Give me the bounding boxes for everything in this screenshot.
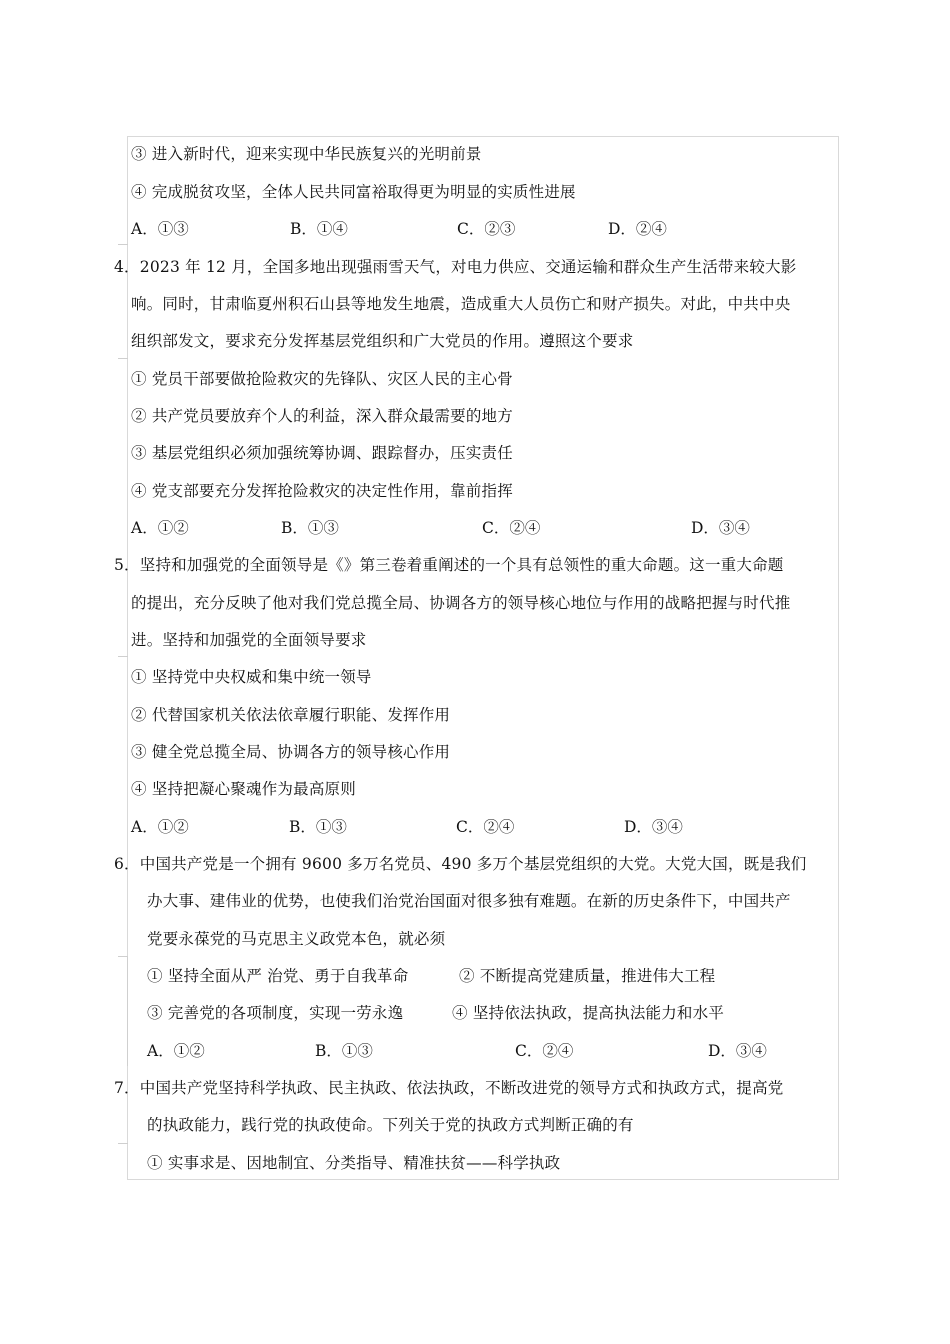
q3-option-c: C．②③ (457, 220, 516, 238)
margin-tick (118, 358, 128, 359)
q6-item-1: ① 坚持全面从严 治党、勇于自我革命 (147, 967, 409, 985)
q4-stem-3: 组织部发文，要求充分发挥基层党组织和广大党员的作用。遵照这个要求 (131, 332, 634, 350)
q6-option-d: D．③④ (708, 1042, 767, 1060)
q6-stem-1: 6．中国共产党是一个拥有 9600 多万名党员、490 多万个基层党组织的大党。大党大国，既是我们 (114, 855, 807, 873)
q6-item-4: ④ 坚持依法执政，提高执法能力和水平 (452, 1004, 725, 1022)
q6-item-3: ③ 完善党的各项制度，实现一劳永逸 (147, 1004, 404, 1022)
q6-item-2: ② 不断提高党建质量，推进伟大工程 (459, 967, 716, 985)
q4-stem-2: 响。同时，甘肃临夏州积石山县等地发生地震，造成重大人员伤亡和财产损失。对此，中共中央 (131, 295, 791, 313)
q5-option-d: D．③④ (624, 818, 683, 836)
q5-item-2: ② 代替国家机关依法依章履行职能、发挥作用 (131, 706, 451, 724)
q5-option-c: C．②④ (456, 818, 515, 836)
q5-item-3: ③ 健全党总揽全局、协调各方的领导核心作用 (131, 743, 451, 761)
q5-stem-2: 的提出，充分反映了他对我们党总揽全局、协调各方的领导核心地位与作用的战略把握与时代推 (131, 594, 791, 612)
q4-item-3: ③ 基层党组织必须加强统筹协调、跟踪督办，压实责任 (131, 444, 513, 462)
q7-stem-2: 的执政能力，践行党的执政使命。下列关于党的执政方式判断正确的有 (147, 1116, 634, 1134)
q4-item-2: ② 共产党员要放弃个人的利益，深入群众最需要的地方 (131, 407, 513, 425)
q4-option-a: A．①② (131, 519, 189, 537)
q4-item-1: ① 党员干部要做抢险救灾的先锋队、灾区人民的主心骨 (131, 370, 513, 388)
q3-option-b: B．①④ (290, 220, 348, 238)
margin-rule (127, 956, 128, 1066)
q6-stem-2: 办大事、建伟业的优势，也使我们治党治国面对很多独有难题。在新的历史条件下，中国共产 (147, 892, 791, 910)
q4-option-c: C．②④ (482, 519, 541, 537)
q7-item-1: ① 实事求是、因地制宜、分类指导、精准扶贫——科学执政 (147, 1154, 561, 1172)
q5-item-4: ④ 坚持把凝心聚魂作为最高原则 (131, 780, 356, 798)
q5-option-a: A．①② (131, 818, 189, 836)
q6-stem-3: 党要永葆党的马克思主义政党本色，就必须 (147, 930, 446, 948)
q6-option-a: A．①② (147, 1042, 205, 1060)
margin-tick (118, 656, 128, 657)
q7-stem-1: 7．中国共产党坚持科学执政、民主执政、依法执政，不断改进党的领导方式和执政方式，提高党 (114, 1079, 784, 1097)
q5-stem-1: 5．坚持和加强党的全面领导是《》第三卷着重阐述的一个具有总领性的重大命题。这一重大命题 (114, 556, 784, 574)
q4-option-b: B．①③ (281, 519, 339, 537)
margin-tick (118, 244, 128, 245)
margin-tick (118, 1143, 128, 1144)
q3-option-a: A．①③ (131, 220, 189, 238)
q4-stem-1: 4．2023 年 12 月，全国多地出现强雨雪天气，对电力供应、交通运输和群众生产生活带来较大影 (114, 258, 797, 276)
q5-option-b: B．①③ (289, 818, 347, 836)
q3-item-4: ④ 完成脱贫攻坚，全体人民共同富裕取得更为明显的实质性进展 (131, 183, 576, 201)
q4-item-4: ④ 党支部要充分发挥抢险救灾的决定性作用，靠前指挥 (131, 482, 513, 500)
q3-item-3: ③ 进入新时代，迎来实现中华民族复兴的光明前景 (131, 145, 482, 163)
q6-option-c: C．②④ (515, 1042, 574, 1060)
q4-option-d: D．③④ (691, 519, 750, 537)
q5-item-1: ① 坚持党中央权威和集中统一领导 (131, 668, 372, 686)
q6-option-b: B．①③ (315, 1042, 373, 1060)
q3-option-d: D．②④ (608, 220, 667, 238)
q5-stem-3: 进。坚持和加强党的全面领导要求 (131, 631, 367, 649)
